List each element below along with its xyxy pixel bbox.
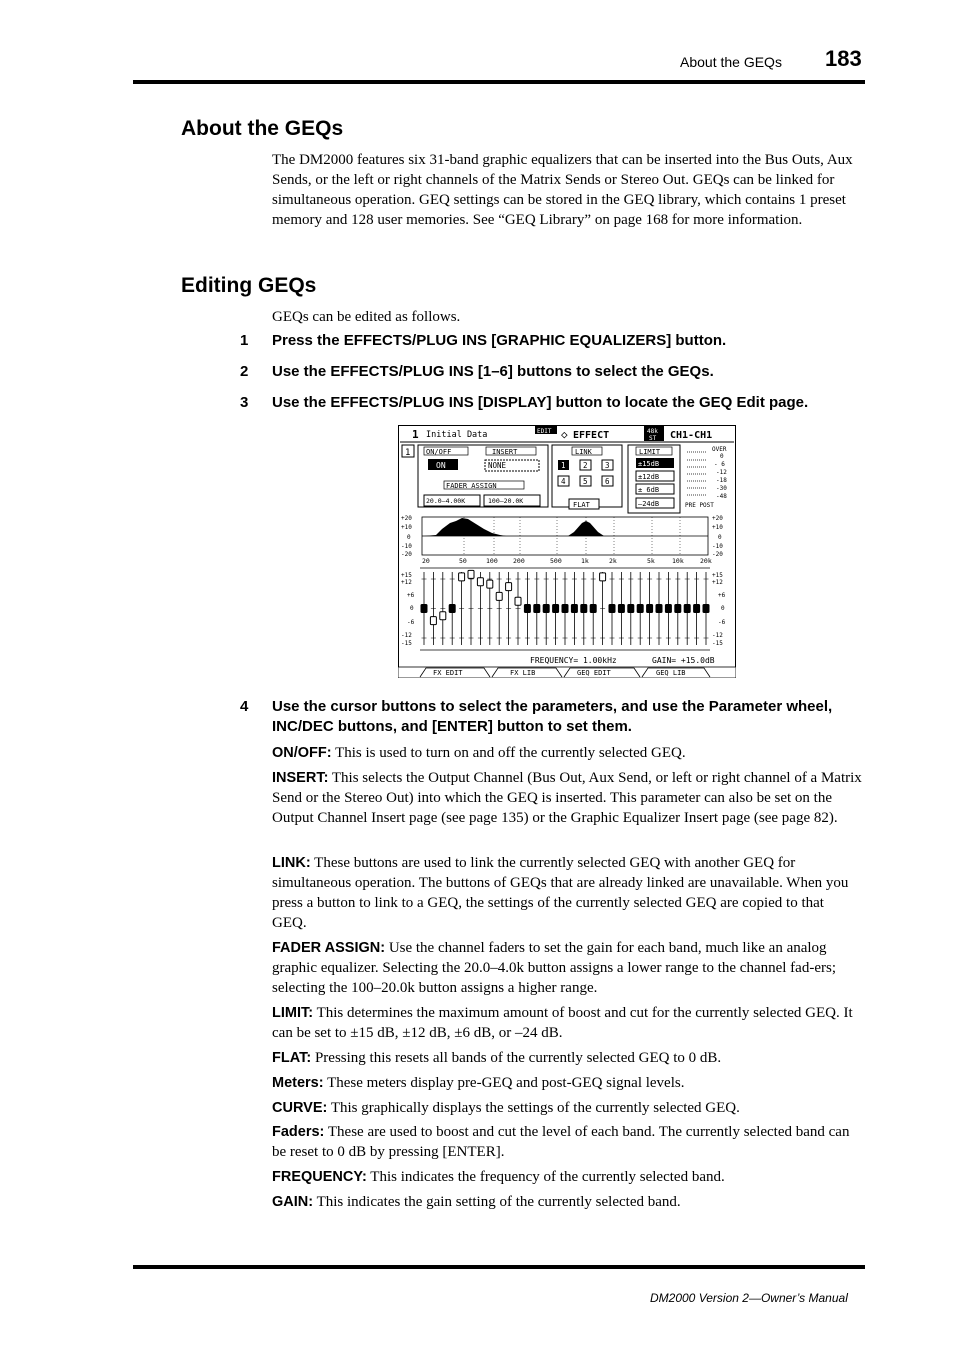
param-text: Use the channel faders to set the gain for each band, much like an analog graphic equalizer. Selecting the 20.0–4.0k button assigns a lower range to the channel fad-ers; selecting the 100–20.0k button assigns a higher range. — [272, 940, 836, 996]
freq-label: 20 — [422, 557, 430, 565]
curve-scale: +20 — [401, 515, 412, 522]
freq-label: 2k — [609, 557, 617, 565]
fader-knob[interactable] — [496, 592, 502, 600]
fader-knob[interactable] — [694, 605, 700, 613]
page-number: 183 — [825, 46, 862, 71]
footer-title: DM2000 Version 2—Owner’s Manual — [650, 1291, 848, 1305]
param-description — [272, 1003, 862, 1043]
fader-knob[interactable] — [534, 605, 540, 613]
curve-scale: -20 — [401, 551, 412, 558]
freq-label: 50 — [459, 557, 467, 565]
fader-knob[interactable] — [600, 573, 606, 581]
meter-scale: OVER — [712, 446, 727, 453]
fader-knob[interactable] — [581, 605, 587, 613]
edit-badge: EDIT — [537, 428, 552, 435]
limit-value: ±12dB — [638, 473, 660, 481]
param-description — [272, 853, 862, 933]
param-description — [272, 1098, 862, 1118]
meter-scale: -18 — [716, 477, 727, 484]
curve-scale: -10 — [712, 543, 723, 550]
meter-scale: - 6 — [714, 461, 725, 468]
flat-label: FLAT — [573, 501, 590, 509]
param-text: This indicates the frequency of the currently selected band. — [370, 1169, 725, 1185]
freq-label: 5k — [647, 557, 655, 565]
meter-scale: 0 — [720, 453, 724, 460]
param-text: These buttons are used to link the currently selected GEQ with another GEQ for simultaneous operation. The buttons of GEQs that are already linked are unavailable. When you press a button to link to a GEQ, the settings of the currently selected GEQ are copied to that GEQ. — [272, 855, 849, 931]
freq-label: 10k — [672, 557, 684, 565]
link-button-label: 2 — [583, 461, 588, 470]
param-term: GAIN: — [272, 1194, 314, 1210]
param-description — [272, 1192, 862, 1212]
tab-label: FX LIB — [510, 669, 536, 677]
param-text: This indicates the gain setting of the currently selected band. — [316, 1194, 681, 1210]
fader-knob[interactable] — [675, 605, 681, 613]
param-term: FREQUENCY: — [272, 1169, 367, 1185]
step-text: Use the cursor buttons to select the parameters, and use the Parameter wheel, INC/DEC buttons, and [ENTER] button to set them. — [272, 698, 833, 735]
tab-label: GEQ LIB — [656, 669, 686, 677]
param-term: LINK: — [272, 855, 311, 871]
link-button-label: 3 — [605, 461, 610, 470]
fader-knob[interactable] — [421, 605, 427, 613]
fader-knob[interactable] — [459, 573, 465, 581]
fader-knob[interactable] — [506, 583, 512, 591]
header-rule — [133, 80, 865, 84]
param-term: CURVE: — [272, 1100, 328, 1116]
fader-assign-label: FADER ASSIGN — [446, 482, 497, 490]
meter-scale: -30 — [716, 485, 727, 492]
step-number: 1 — [240, 332, 249, 349]
fader-scale: -12 — [712, 632, 723, 639]
tab-geq-edit[interactable] — [564, 668, 640, 677]
param-text: These meters display pre-GEQ and post-GEQ signal levels. — [327, 1075, 685, 1091]
footer-rule — [133, 1265, 865, 1269]
fader-scale: -12 — [401, 632, 412, 639]
step-item — [240, 697, 865, 737]
param-description — [272, 1122, 862, 1162]
curve-scale: -10 — [401, 543, 412, 550]
param-term: INSERT: — [272, 770, 329, 786]
fader-knob[interactable] — [477, 578, 483, 586]
param-term: FLAT: — [272, 1050, 312, 1066]
fader-knob[interactable] — [703, 605, 709, 613]
fader-range-low: 20.0–4.00K — [426, 497, 466, 505]
fader-knob[interactable] — [628, 605, 634, 613]
fader-knob[interactable] — [609, 605, 615, 613]
pre-post-label: PRE POST — [685, 502, 714, 509]
fader-scale: +6 — [407, 592, 415, 599]
running-header-title: About the GEQs — [680, 54, 782, 70]
param-description — [272, 743, 862, 763]
curve-scale: +10 — [712, 524, 723, 531]
fader-knob[interactable] — [449, 605, 455, 613]
param-text: This determines the maximum amount of boost and cut for the currently selected GEQ. It can be set to ±15 dB, ±12 dB, ±6 dB, or –24 dB. — [272, 1005, 853, 1041]
limit-value: –24dB — [638, 500, 660, 508]
step-number: 2 — [240, 363, 249, 380]
param-term: FADER ASSIGN: — [272, 940, 386, 956]
param-term: ON/OFF: — [272, 745, 332, 761]
fader-knob[interactable] — [487, 580, 493, 588]
fader-knob[interactable] — [590, 605, 596, 613]
fader-scale: 0 — [410, 605, 414, 612]
fader-knob[interactable] — [637, 605, 643, 613]
curve-scale: +20 — [712, 515, 723, 522]
step-text: Press the EFFECTS/PLUG INS [GRAPHIC EQUALIZERS] button. — [272, 332, 727, 349]
param-text: This graphically displays the settings of the currently selected GEQ. — [330, 1100, 740, 1116]
freq-label: 100 — [486, 557, 498, 565]
section-heading-about: About the GEQs — [181, 117, 344, 140]
fader-scale: -15 — [401, 640, 412, 647]
geq-number: 1 — [405, 448, 411, 458]
section-heading-editing: Editing GEQs — [181, 274, 317, 297]
link-label: LINK — [575, 448, 592, 456]
param-description — [272, 768, 862, 828]
param-description — [272, 1167, 862, 1187]
curve-scale: -20 — [712, 551, 723, 558]
fader-scale: +6 — [718, 592, 726, 599]
meter-scale: -48 — [716, 493, 727, 500]
link-button-label: 6 — [605, 477, 610, 486]
fader-scale: -6 — [407, 619, 415, 626]
editing-intro: GEQs can be edited as follows. — [272, 309, 461, 325]
fader-knob[interactable] — [656, 605, 662, 613]
param-description — [272, 1048, 862, 1068]
param-text: Pressing this resets all bands of the currently selected GEQ to 0 dB. — [314, 1050, 722, 1066]
param-description — [272, 938, 862, 998]
fader-knob[interactable] — [524, 605, 530, 613]
step-text: Use the EFFECTS/PLUG INS [1–6] buttons to select the GEQs. — [272, 363, 714, 380]
sample-rate: 48k — [647, 428, 658, 435]
limit-value: ± 6dB — [638, 486, 660, 494]
fader-knob[interactable] — [665, 605, 671, 613]
fader-knob[interactable] — [543, 605, 549, 613]
freq-label: 1k — [581, 557, 589, 565]
fader-scale: 0 — [721, 605, 725, 612]
fader-knob[interactable] — [468, 570, 474, 578]
fader-knob[interactable] — [430, 617, 436, 625]
fader-scale: +15 — [712, 572, 723, 579]
channel-pair: CH1-CH1 — [670, 430, 713, 441]
link-button-label: 5 — [583, 477, 588, 486]
fader-knob[interactable] — [571, 605, 577, 613]
effect-label: EFFECT — [573, 430, 610, 441]
param-description — [272, 1073, 862, 1093]
freq-label: 20k — [700, 557, 712, 565]
curve-scale: 0 — [407, 534, 411, 541]
insert-value: NONE — [488, 461, 507, 470]
fader-knob[interactable] — [562, 605, 568, 613]
param-text: This selects the Output Channel (Bus Out, Aux Send, or left or right channel of a Matrix Send or the Stereo Out) into which the GEQ is inserted. This parameter can also be set on the Output Channel Insert page (see page 135) or the Graphic Equalizer Insert page (see page 82). — [272, 770, 862, 826]
stereo-mode: ST — [649, 435, 657, 442]
meter-scale: -12 — [716, 469, 727, 476]
param-term: Meters: — [272, 1075, 324, 1091]
param-term: Faders: — [272, 1124, 325, 1140]
fader-knob[interactable] — [515, 597, 521, 605]
tab-label: GEQ EDIT — [577, 669, 611, 677]
fader-scale: +12 — [401, 579, 412, 586]
about-paragraph: The DM2000 features six 31-band graphic equalizers that can be inserted into the Bus Outs, Aux Sends, or the left or right channels of the Matrix Sends or Stereo Out. GEQs can be linked for simultaneous operation. GEQ settings can be stored in the GEQ library, which contains 1 preset memory and 128 user memories. See “GEQ Library” on page 168 for more information. — [272, 152, 853, 228]
fader-knob[interactable] — [618, 605, 624, 613]
param-text: These are used to boost and cut the level of each band. The currently selected band can be reset to 0 dB by pressing [ENTER]. — [272, 1124, 850, 1160]
fader-scale: -6 — [718, 619, 726, 626]
onoff-label: ON/OFF — [426, 448, 452, 456]
curve-scale: +10 — [401, 524, 412, 531]
step-text: Use the EFFECTS/PLUG INS [DISPLAY] button to locate the GEQ Edit page. — [272, 394, 809, 411]
param-term: LIMIT: — [272, 1005, 314, 1021]
fader-scale: -15 — [712, 640, 723, 647]
geq-edit-screen — [398, 425, 736, 678]
fader-knob[interactable] — [553, 605, 559, 613]
diamond-icon: ◇ — [561, 428, 568, 441]
limit-value: ±15dB — [638, 460, 660, 468]
freq-label: 500 — [550, 557, 562, 565]
onoff-value: ON — [436, 461, 446, 470]
frequency-readout: FREQUENCY= 1.00kHz — [530, 656, 617, 665]
scene-name: Initial Data — [426, 430, 488, 440]
step-number: 4 — [240, 698, 249, 715]
fader-scale: +12 — [712, 579, 723, 586]
link-button-label: 4 — [561, 477, 566, 486]
gain-readout: GAIN= +15.0dB — [652, 656, 715, 665]
curve-scale: 0 — [718, 534, 722, 541]
link-button-label: 1 — [561, 461, 566, 470]
scene-number: 1 — [412, 428, 419, 441]
limit-label: LIMIT — [639, 448, 661, 456]
insert-label: INSERT — [492, 448, 518, 456]
fader-knob[interactable] — [647, 605, 653, 613]
fader-knob[interactable] — [440, 612, 446, 620]
step-number: 3 — [240, 394, 249, 411]
tab-label: FX EDIT — [433, 669, 463, 677]
fader-range-high: 100–20.0K — [488, 497, 524, 505]
freq-label: 200 — [513, 557, 525, 565]
fader-knob[interactable] — [684, 605, 690, 613]
fader-scale: +15 — [401, 572, 412, 579]
param-text: This is used to turn on and off the currently selected GEQ. — [335, 745, 686, 761]
